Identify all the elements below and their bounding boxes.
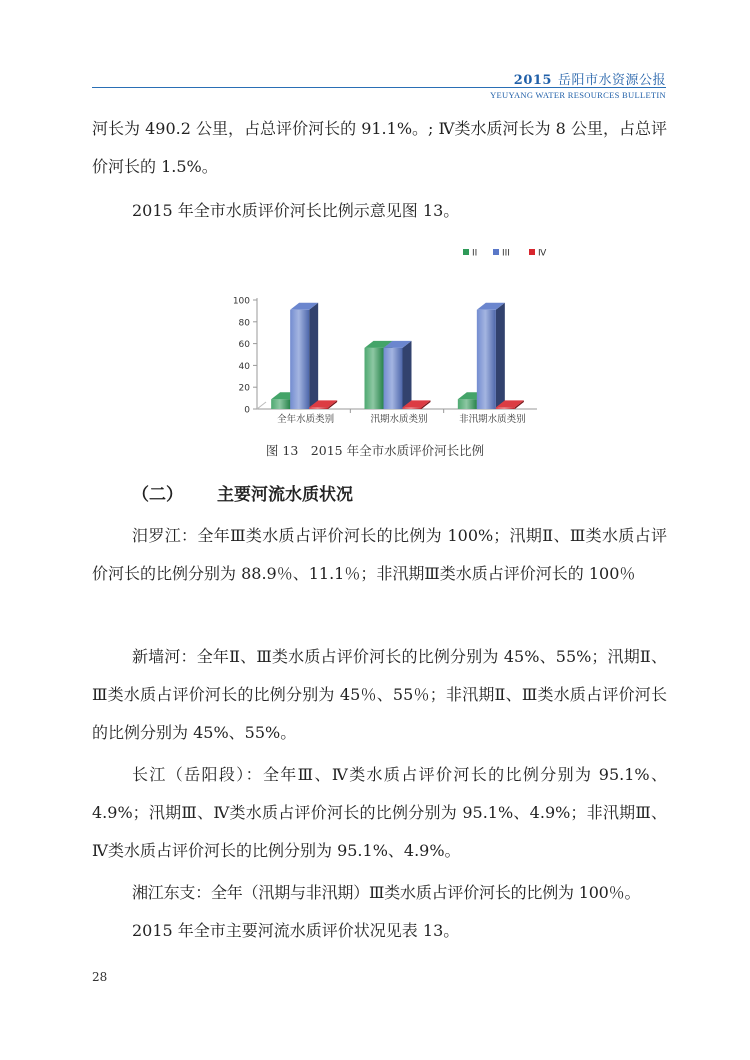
legend-label: III: [502, 248, 510, 259]
legend-item-3: [529, 249, 547, 259]
paragraph-xinqiang-river: 新墙河：全年Ⅱ、Ⅲ类水质占评价河长的比例分别为 45%、55%；汛期Ⅱ、Ⅲ类水质占评价河长的比例分别为 45％、55％；非汛期Ⅱ、Ⅲ类水质占评价河长的比例分别为 45%、55%。: [92, 647, 667, 742]
y-tick-label: 40: [238, 361, 250, 372]
bar-front: [477, 310, 496, 409]
bar-front: [365, 348, 384, 409]
x-axis-labels: [277, 409, 525, 425]
header-bulletin-name: 岳阳市水资源公报: [557, 73, 666, 88]
paragraph-intro: 河长为 490.2 公里，占总评价河长的 91.1%。; Ⅳ类水质河长为 8 公里，占总评价河长的 1.5%。: [92, 119, 667, 176]
y-tick-label: 100: [232, 296, 250, 307]
legend-item-1: [463, 249, 477, 259]
chart-legend: [463, 249, 547, 259]
bar-front: [458, 399, 477, 409]
bar-front: [271, 399, 290, 409]
bar-front: [290, 310, 309, 409]
chart-bars: [271, 303, 524, 409]
figure-caption: 图 13 2015 年全市水质评价河长比例: [265, 443, 485, 458]
bar-side: [496, 303, 505, 409]
y-tick-label: 80: [238, 318, 250, 329]
section-title: 主要河流水质状况: [217, 485, 353, 505]
paragraph-xiangjiang-east: 湘江东支：全年（汛期与非汛期）Ⅲ类水质占评价河长的比例为 100％。: [132, 883, 641, 902]
legend-swatch: [493, 249, 499, 255]
y-tick-label: 60: [238, 340, 250, 351]
legend-label: II: [472, 248, 478, 259]
paragraph-changjiang: 长江（岳阳段）：全年Ⅲ、Ⅳ类水质占评价河长的比例分别为 95.1%、4.9%；汛期Ⅲ、Ⅳ类水质占评价河长的比例分别为 95.1%、4.9%；非汛期Ⅲ、Ⅳ类水质占评价河长的比例分别为 95.1%、4.9%。: [92, 765, 667, 860]
bar-front: [384, 348, 403, 409]
bar-chart: [215, 236, 545, 436]
bar-front: [496, 407, 515, 409]
header-year: 2015: [513, 73, 552, 88]
x-tick-label: 汛期水质类别: [370, 414, 428, 425]
bar-front: [309, 407, 328, 409]
header-divider: [92, 87, 666, 88]
paragraph-miluo-river: 汨罗江：全年Ⅲ类水质占评价河长的比例为 100%；汛期Ⅱ、Ⅲ类水质占评价河长的比例分别为 88.9％、11.1％；非汛期Ⅲ类水质占评价河长的 100％: [92, 526, 667, 583]
paragraph-table-ref: 2015 年全市主要河流水质评价状况见表 13。: [132, 921, 460, 940]
x-tick-label: 非汛期水质类别: [459, 414, 526, 425]
legend-item-2: [493, 249, 510, 259]
x-tick-label: 全年水质类别: [277, 414, 335, 425]
header-title: [514, 69, 666, 88]
y-tick-label: 20: [238, 383, 250, 394]
bar-front: [403, 407, 422, 409]
page-number: 28: [92, 970, 108, 984]
legend-label: Ⅳ: [538, 248, 547, 259]
legend-swatch: [463, 249, 469, 255]
y-tick-label: 0: [244, 405, 250, 416]
bar-side: [309, 303, 318, 409]
legend-swatch: [529, 249, 535, 255]
section-heading: [132, 480, 353, 505]
paragraph-figure-ref: 2015 年全市水质评价河长比例示意见图 13。: [132, 201, 460, 220]
bar-2-cat-3: [477, 303, 505, 409]
bar-2-cat-2: [384, 341, 412, 409]
section-number: （二）: [132, 485, 183, 505]
header-subtitle: YEUYANG WATER RESOURCES BULLETIN: [490, 90, 666, 100]
bar-2-cat-1: [290, 303, 318, 409]
bar-side: [403, 341, 412, 409]
